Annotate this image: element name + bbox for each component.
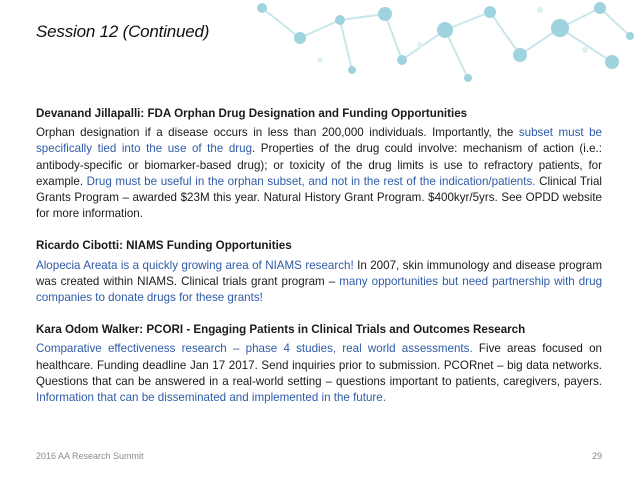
highlight-text: Drug must be useful in the orphan subset, and not in the rest of the indication/patients. — [86, 174, 536, 188]
section-heading: Ricardo Cibotti: NIAMS Funding Opportunities — [36, 239, 292, 253]
body-text: Five areas focused on healthcare. Funding deadline Jan 17 2017. Send inquiries prior to submission. PCORnet – big data networks. Questions that can be answered in a real-world setting – questions important to patients, caregivers, payers. — [36, 342, 602, 388]
page-number: 29 — [591, 451, 602, 461]
highlight-text: many opportunities but need partnership with drug companies to donate drugs for these grants! — [36, 274, 603, 305]
section-niams — [36, 238, 602, 306]
highlight-text: Comparative effectiveness research – phase 4 studies, real world assessments. — [36, 342, 473, 356]
body-text: Clinical Trial Grants Program – awarded $23M this year. Natural History Grant Program. $400kyr/5yrs. See OPDD website for more information. — [36, 174, 603, 221]
slide-title: Session 12 (Continued) — [36, 22, 210, 41]
footer-event-name: 2016 AA Research Summit — [36, 451, 144, 461]
section-heading: Kara Odom Walker: PCORI - Engaging Patients in Clinical Trials and Outcomes Research — [36, 323, 526, 337]
section-fda — [36, 106, 602, 222]
slide-content — [36, 106, 602, 422]
section-body — [36, 341, 602, 406]
highlight-text: Alopecia Areata is a quickly growing area of NIAMS research! — [36, 258, 354, 272]
section-heading: Devanand Jillapalli: FDA Orphan Drug Designation and Funding Opportunities — [36, 107, 468, 120]
body-text: In 2007, skin immunology and disease program was created within NIAMS. Clinical trials grant program – — [36, 258, 603, 288]
section-body — [36, 125, 602, 222]
highlight-text: Information that can be disseminated and implemented in the future. — [36, 391, 386, 405]
body-text: Orphan designation if a disease occurs in less than 200,000 individuals. Importantly, the — [36, 126, 519, 140]
highlight-text: subset must be specifically tied into the use of the drug — [36, 126, 602, 156]
section-pcori — [36, 322, 602, 406]
section-body — [36, 258, 602, 307]
molecule-decoration — [0, 0, 638, 90]
body-text: . Properties of the drug could involve: mechanism of action (i.e.: antibody-specific or biomarker-based drug); or toxicity of the drug limits is use to refractory patients, for example. — [36, 142, 602, 188]
